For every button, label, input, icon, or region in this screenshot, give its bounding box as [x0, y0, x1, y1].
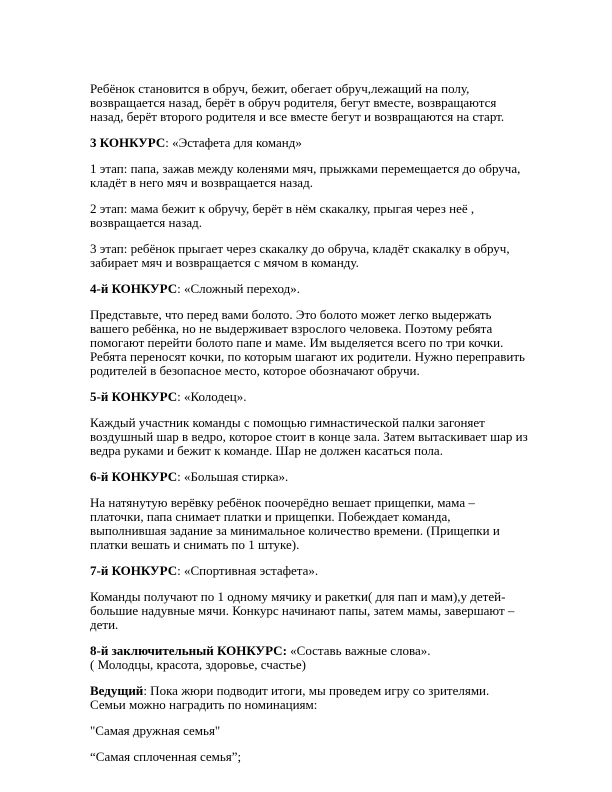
host-title: Ведущий	[90, 683, 144, 698]
contest-5-body: Каждый участник команды с помощью гимнастической палки загоняет воздушный шар в ведро, которое стоит в конце зала. Затем вытаскивает шар из ведра руками и бежит к команде. Шар не должен касаться пола.	[90, 415, 528, 458]
contest-7-heading	[90, 564, 530, 578]
contest-8-title: 8-й заключительный КОНКУРС:	[90, 643, 287, 658]
contest-4-body: Представьте, что перед вами болото. Это болото может легко выдержать вашего ребёнка, но не выдерживает взрослого человека. Поэтому ребята помогают перейти болото папе и маме. Им выделяется всего по три кочки. Ребята переносят кочки, по которым шагают их родители. Нужно переправить родителей в безопасное место, которое обозначают обручи.	[90, 307, 525, 378]
contest-3-name: : «Эстафета для команд»	[165, 135, 302, 150]
contest-3-title: 3 КОНКУРС	[90, 135, 166, 150]
contest-3-stage-3: 3 этап: ребёнок прыгает через скакалку до обруча, кладёт скакалку в обруч, забирает мяч и возвращается с мячом в команду.	[90, 242, 510, 270]
contest-3-heading	[90, 136, 530, 150]
host-text: : Пока жюри подводит итоги, мы проведем игру со зрителями.	[143, 683, 490, 698]
contest-7-body: Команды получают по 1 одному мячику и ракетки( для пап и мам),у детей- большие надувные мячи. Конкурс начинают папы, затем мамы, завершают – дети.	[90, 589, 515, 632]
contest-6-body: На натянутую верёвку ребёнок поочерёдно вешает прищепки, мама – платочки, папа снимает платки и прищепки. Побеждает команда, выполнившая задание за минимальное количество времени. (Прищепки и платки вешать и снимать по 1 штуке).	[90, 495, 500, 552]
contest-8-name: «Составь важные слова».	[286, 643, 431, 658]
paragraph-intro: Ребёнок становится в обруч, бежит, обегает обруч,лежащий на полу, возвращается назад, берёт в обруч родителя, бегут вместе, возвращаются назад, берёт второго родителя и все вместе бегут и возвращаются на старт.	[90, 81, 505, 124]
contest-4-name: : «Сложный переход».	[177, 281, 300, 296]
host-nominations-intro: Семьи можно наградить по номинациям:	[90, 697, 318, 712]
contest-6-heading	[90, 470, 530, 484]
document-body	[90, 82, 530, 776]
contest-5-heading	[90, 390, 530, 404]
contest-4-heading	[90, 282, 530, 296]
nomination-1: "Самая дружная семья"	[90, 723, 221, 738]
contest-8-heading	[90, 644, 530, 672]
contest-6-title: 6-й КОНКУРС	[90, 469, 178, 484]
contest-8-words: ( Молодцы, красота, здоровье, счастье)	[90, 657, 307, 672]
contest-3-stage-1: 1 этап: папа, зажав между коленями мяч, прыжками перемещается до обруча, кладёт в него мяч и возвращается назад.	[90, 161, 521, 190]
contest-7-name: : «Спортивная эстафета».	[177, 563, 319, 578]
contest-4-title: 4-й КОНКУРС	[90, 281, 178, 296]
nomination-2: “Самая сплоченная семья”;	[90, 749, 242, 764]
host-paragraph	[90, 684, 530, 712]
contest-7-title: 7-й КОНКУРС	[90, 563, 178, 578]
contest-6-name: : «Большая стирка».	[177, 469, 289, 484]
contest-5-name: : «Колодец».	[177, 389, 247, 404]
contest-5-title: 5-й КОНКУРС	[90, 389, 178, 404]
contest-3-stage-2: 2 этап: мама бежит к обручу, берёт в нём скакалку, прыгая через неё , возвращается назад.	[90, 201, 475, 230]
